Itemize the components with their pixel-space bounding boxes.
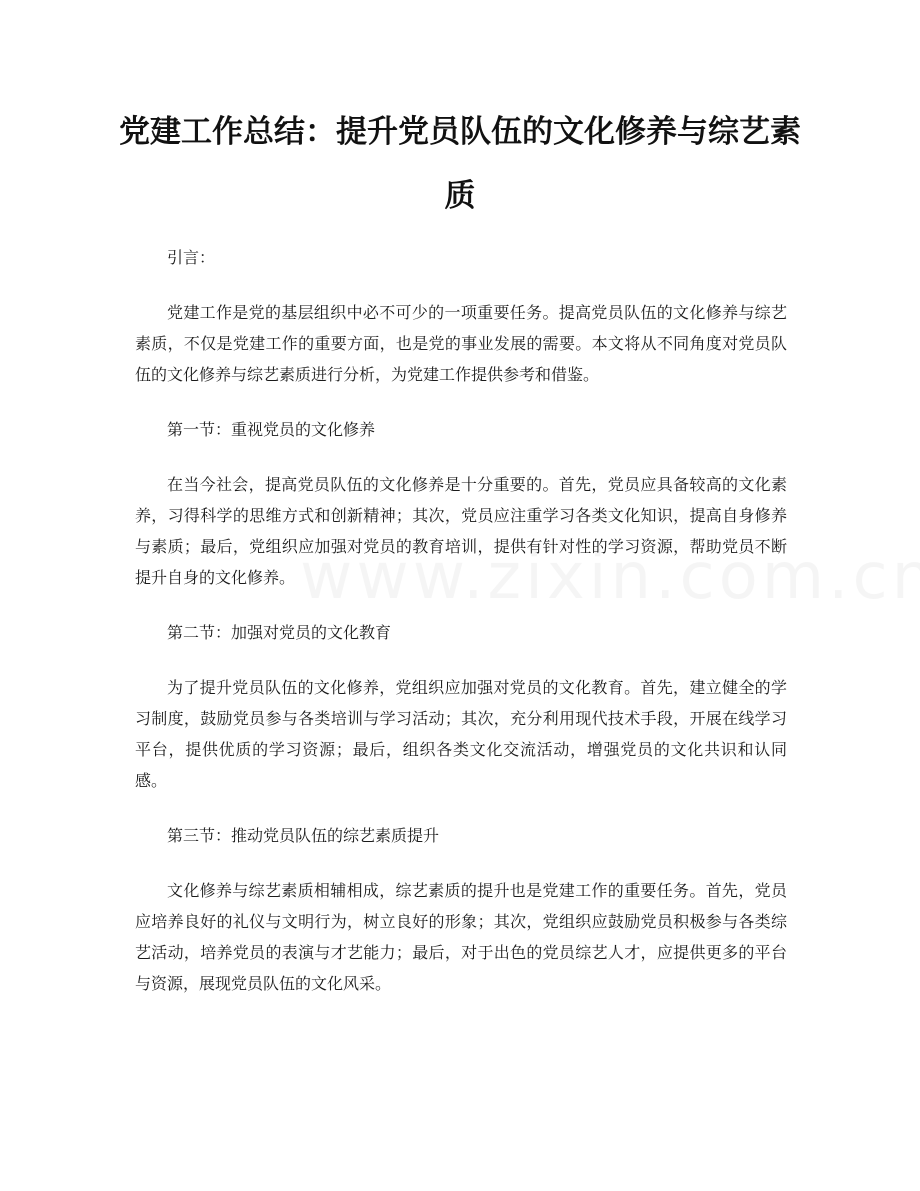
document-body (135, 245, 787, 1026)
section-3-paragraph: 文化修养与综艺素质相辅相成，综艺素质的提升也是党建工作的重要任务。首先，党员应培养良好的礼仪与文明行为，树立良好的形象；其次，党组织应鼓励党员积极参与各类综艺活动，培养党员的表演与才艺能力；最后，对于出色的党员综艺人才，应提供更多的平台与资源，展现党员队伍的文化风采。 (135, 881, 787, 993)
section-2-paragraph: 为了提升党员队伍的文化修养，党组织应加强对党员的文化教育。首先，建立健全的学习制度，鼓励党员参与各类培训与学习活动；其次，充分利用现代技术手段，开展在线学习平台，提供优质的学习资源；最后，组织各类文化交流活动，增强党员的文化共识和认同感。 (135, 678, 787, 790)
section-3-heading: 第三节：推动党员队伍的综艺素质提升 (167, 826, 440, 845)
intro-paragraph: 党建工作是党的基层组织中必不可少的一项重要任务。提高党员队伍的文化修养与综艺素质，不仅是党建工作的重要方面，也是党的事业发展的需要。本文将从不同角度对党员队伍的文化修养与综艺素质进行分析，为党建工作提供参考和借鉴。 (135, 303, 787, 384)
section-1-paragraph: 在当今社会，提高党员队伍的文化修养是十分重要的。首先，党员应具备较高的文化素养，习得科学的思维方式和创新精神；其次，党员应注重学习各类文化知识，提高自身修养与素质；最后，党组织应加强对党员的教育培训，提供有针对性的学习资源，帮助党员不断提升自身的文化修养。 (135, 475, 787, 587)
document-title: 党建工作总结：提升党员队伍的文化修养与综艺素质 (119, 114, 801, 214)
intro-label: 引言： (167, 248, 216, 267)
section-2-heading: 第二节：加强对党员的文化教育 (167, 623, 392, 642)
section-1-heading: 第一节：重视党员的文化修养 (167, 420, 376, 439)
